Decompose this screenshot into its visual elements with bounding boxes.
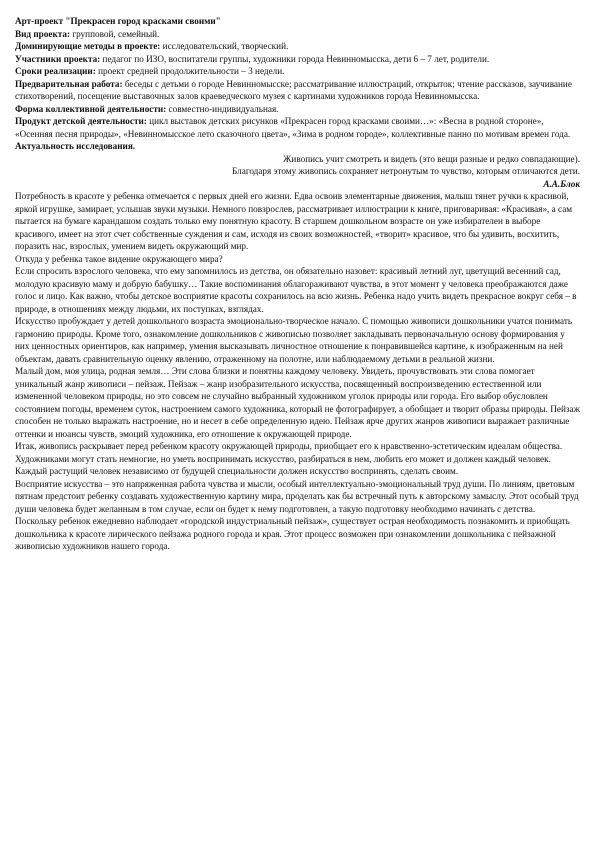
- meta-label: Сроки реализации:: [15, 66, 96, 76]
- meta-value: педагог по ИЗО, воспитатели группы, художники города Невинномысска, дети 6 – 7 лет, родители.: [100, 53, 490, 64]
- epigraph-author: А.А.Блок: [543, 178, 580, 189]
- meta-label: Вид проекта:: [15, 28, 71, 39]
- meta-label: Предварительная работа:: [15, 78, 123, 89]
- meta-product: [15, 115, 580, 140]
- meta-methods: [15, 40, 580, 53]
- document-page: [15, 15, 580, 553]
- meta-project-type: [15, 28, 580, 41]
- meta-preliminary-work: [15, 78, 580, 103]
- paragraph: Откуда у ребенка такое видение окружающего мира?: [15, 253, 223, 264]
- epigraph-line: Благодаря этому живопись сохраняет нетронутым то чувство, которым отличаются дети.: [232, 166, 580, 176]
- meta-label: Форма коллективной деятельности:: [15, 103, 167, 114]
- body-text: [15, 190, 580, 553]
- paragraph: Поскольку ребенок ежедневно наблюдает «городской индустриальный пейзаж», существует острая необходимость познакомить и приобщать дошкольника к красоте лирического пейзажа родного города и края. Этот процесс возможен при ознакомлении дошкольника с пейзажной живописью художников нашего города.: [15, 516, 570, 551]
- epigraph-line: Живопись учит смотреть и видеть (это вещи разные и редко совпадающие).: [283, 153, 580, 164]
- paragraph: Потребность в красоте у ребенка отмечается с первых дней его жизни. Едва освоив элементарные движения, малыш тянет ручки к красивой, яркой игрушке, замирает, услышав звуки музыки. Немного повзрослев, рассматривает иллюстрации к книге, приговаривая: «Красивая», а сам пытается на бумаге карандашом создать только ему понятную красоту. В старшем дошкольном возрасте он уже избирателен в выборе красивого, имеет на этот счет собственные суждения и сам, исходя из своих возможностей, «творит» красивое, что бы удивить, восхитить, поразить нас, взрослых, умением видеть окружающий мир.: [15, 191, 573, 251]
- meta-label: Участники проекта:: [15, 53, 101, 64]
- paragraph: Малый дом, моя улица, родная земля… Эти слова близки и понятны каждому человеку. Увидеть, прочувствовать эти слова помогает уникальный жанр живописи – пейзаж. Пейзаж – жанр изобразительного искусства, посвященный воспроизведению естественной или измененной человеком природы, но это совсем не случайно выбранный художником уголок природы или города. Его выбор обусловлен состоянием погоды, временем суток, настроением самого художника, который не фотографирует, а обобщает и творит образы природы. Пейзаж способен не только выражать настроение, но и несет в себе определенную идею. Пейзаж ярче других жанров живописи выражает различные оттенки и нюансы чувств, эмоций художника, его отношение к окружающей природе.: [15, 366, 580, 439]
- meta-value: цикл выставок детских рисунков «Прекрасен город красками своими…»: «Весна в родной стороне», «Осенняя песня природы», «Невинномысское лето сказочного цвета», «Зима в родном городе», коллективные панно по мотивам времен года.: [15, 116, 571, 139]
- paragraph: Итак, живопись раскрывает перед ребенком красоту окружающей природы, приобщает его к нравственно-эстетическим идеалам общества.: [15, 441, 563, 451]
- meta-label: Доминирующие методы в проекте:: [15, 41, 161, 51]
- meta-timeline: [15, 65, 580, 78]
- paragraph: Восприятие искусства – это напряженная работа чувства и мысли, особый интеллектуально-эмоциональный труд души. По линиям, цветовым пятнам предстоит ребенку создавать художественную картину мира, проделать как бы встречный путь к авторскому замыслу. Этот особый труд души человека будет желанным в том случае, если он будет к нему подготовлен, а такую подготовку необходимо начинать с детства.: [15, 478, 579, 514]
- meta-label: Актуальность исследования.: [15, 141, 136, 151]
- meta-value: беседы с детьми о городе Невинномысске; рассматривание иллюстраций, открыток; чтение рассказов, заучивание стихотворений, посещение выставочных залов краеведческого музея с картинами художников города Невинномысска.: [15, 78, 572, 101]
- paragraph: Искусство пробуждает у детей дошкольного возраста эмоционально-творческое начало. С помощью живописи дошкольники учатся понимать гармонию природы. Кроме того, ознакомление дошкольников с живописью позволяет закладывать первоначальную основу формирования у них ценностных ориентиров, как например, умения высказывать личностное отношение к понравившейся картине, к изображенным на ней объектам, давать сравнительную оценку явлению, отраженному на полотне, или наблюдаемому детьми в реальной жизни.: [15, 316, 573, 364]
- meta-value: совместно-индивидуальная.: [166, 103, 279, 114]
- project-title: Арт-проект "Прекрасен город красками своими": [15, 16, 221, 26]
- meta-relevance: [15, 140, 580, 153]
- meta-value: исследовательский, творческий.: [160, 41, 289, 51]
- epigraph: [15, 153, 580, 191]
- meta-value: проект средней продолжительности – 3 недели.: [95, 66, 285, 76]
- meta-participants: [15, 53, 580, 66]
- paragraph: Художниками могут стать немногие, но уметь воспринимать искусство, разбираться в нем, любить его может и должен каждый человек. Каждый растущий человек независимо от будущей специальности должен искусство воспринять, сделать своим.: [15, 453, 551, 476]
- meta-activity-form: [15, 103, 580, 116]
- paragraph: Если спросить взрослого человека, что ему запомнилось из детства, он обязательно назовет: красивый летний луг, цветущий весенний сад, молодую красивую маму и добрую бабушку… Такие воспоминания облагораживают чувства, в этот момент у человека преображаются даже голос и лицо. Как важно, чтобы детское восприятие красоты сохранилось на всю жизнь. Ребенка надо учить видеть прекрасное вокруг себя – в природе, в отношениях между людьми, их поступках, взглядах.: [15, 266, 577, 314]
- meta-value: групповой, семейный.: [70, 28, 160, 39]
- meta-label: Продукт детской деятельности:: [15, 116, 147, 126]
- project-meta: [15, 28, 580, 153]
